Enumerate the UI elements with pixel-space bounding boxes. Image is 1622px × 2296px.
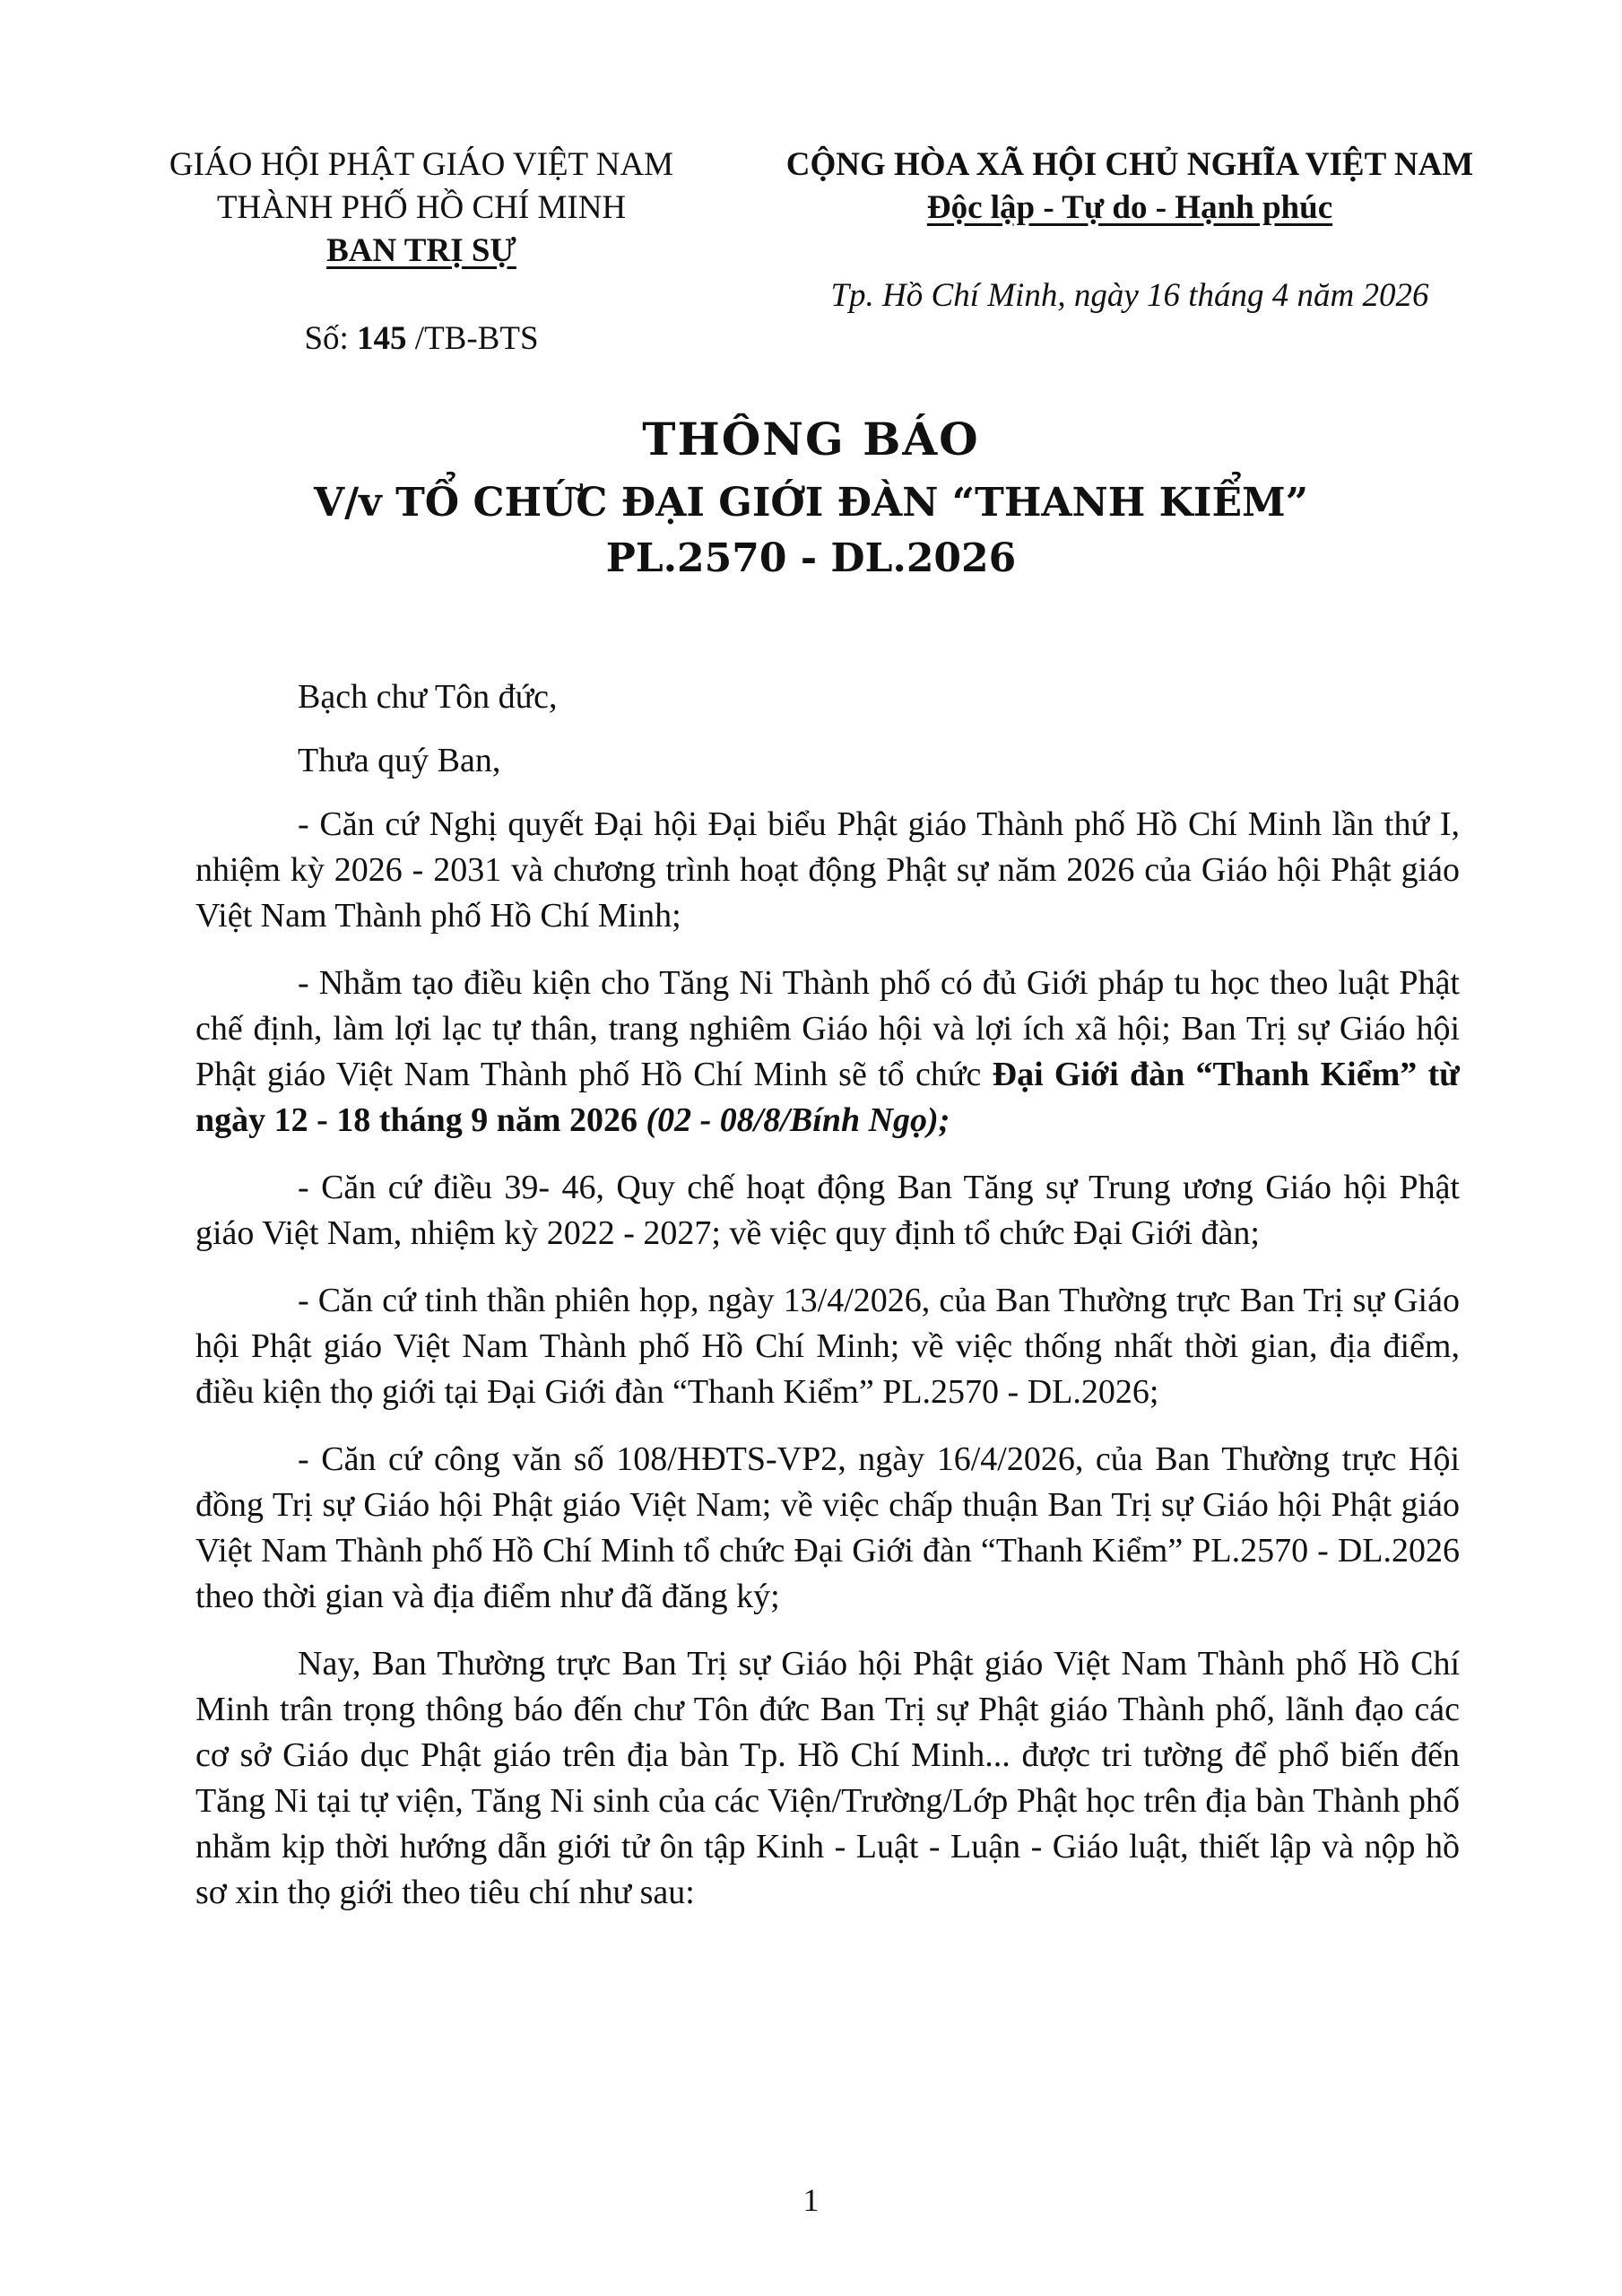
- page-number: 1: [802, 2182, 820, 2218]
- org-name-line3: BAN TRỊ SỰ: [326, 232, 516, 269]
- place-and-date: Tp. Hồ Chí Minh, ngày 16 tháng 4 năm 2026: [830, 277, 1429, 314]
- paragraph-6: Nay, Ban Thường trực Ban Trị sự Giáo hội Phật giáo Việt Nam Thành phố Hồ Chí Minh trân trọng thông báo đến chư Tôn đức Ban Trị sự Phật giáo Thành phố, lãnh đạo các cơ sở Giáo dục Phật giáo trên địa bàn Tp. Hồ Chí Minh... được tri tường để phổ biến đến Tăng Ni tại tự viện, Tăng Ni sinh của các Viện/Trường/Lớp Phật học trên địa bàn Thành phố nhằm kịp thời hướng dẫn giới tử ôn tập Kinh - Luật - Luận - Giáo luật, thiết lập và nộp hồ sơ xin thọ giới theo tiêu chí như sau:: [195, 1645, 1460, 1911]
- document-number: [134, 317, 708, 361]
- national-header: [762, 144, 1497, 317]
- document-title: [0, 404, 1622, 587]
- doc-number-value: 145: [357, 320, 407, 357]
- doc-number-prefix: Số:: [304, 320, 358, 357]
- title-line2: V/v TỔ CHỨC ĐẠI GIỚI ĐÀN “THANH KIỂM”: [313, 480, 1309, 526]
- org-name-line1: GIÁO HỘI PHẬT GIÁO VIỆT NAM: [169, 146, 674, 183]
- title-line3: PL.2570 - DL.2026: [605, 535, 1017, 581]
- title-line1: THÔNG BÁO: [642, 413, 980, 465]
- salutation-2: Thưa quý Ban,: [298, 742, 501, 779]
- document-body: [195, 674, 1460, 1937]
- paragraph-2-text: - Nhằm tạo điều kiện cho Tăng Ni Thành phố có đủ Giới pháp tu học theo luật Phật chế định, làm lợi lạc tự thân, trang nghiêm Giáo hội và lợi ích xã hội; Ban Trị sự Giáo hội Phật giáo Việt Nam Thành phố Hồ Chí Minh sẽ tổ chức: [195, 964, 1460, 1093]
- paragraph-5: - Căn cứ công văn số 108/HĐTS-VP2, ngày 16/4/2026, của Ban Thường trực Hội đồng Trị sự Giáo hội Phật giáo Việt Nam; về việc chấp thuận Ban Trị sự Giáo hội Phật giáo Việt Nam Thành phố Hồ Chí Minh tổ chức Đại Giới đàn “Thanh Kiểm” PL.2570 - DL.2026 theo thời gian và địa điểm như đã đăng ký;: [195, 1440, 1460, 1615]
- org-name-line2: THÀNH PHỐ HỒ CHÍ MINH: [216, 189, 627, 226]
- paragraph-2-space: [638, 1101, 646, 1139]
- national-motto: Độc lập - Tự do - Hạnh phúc: [926, 189, 1333, 226]
- paragraph-2-bold: Đại Giới đàn “Thanh Kiểm” từ ngày 12 - 18 tháng 9 năm 2026: [195, 1056, 1460, 1139]
- paragraph-2: [195, 961, 1460, 1144]
- nation-name: CỘNG HÒA XÃ HỘI CHỦ NGHĨA VIỆT NAM: [785, 146, 1474, 183]
- paragraph-3: - Căn cứ điều 39- 46, Quy chế hoạt động Ban Tăng sự Trung ương Giáo hội Phật giáo Việt Nam, nhiệm kỳ 2022 - 2027; về việc quy định tổ chức Đại Giới đàn;: [195, 1169, 1460, 1252]
- issuing-organization: [134, 144, 708, 361]
- salutation-1: Bạch chư Tôn đức,: [298, 678, 558, 716]
- doc-number-suffix: /TB-BTS: [406, 320, 539, 357]
- paragraph-2-bold-italic: (02 - 08/8/Bính Ngọ);: [646, 1101, 950, 1139]
- paragraph-1: - Căn cứ Nghị quyết Đại hội Đại biểu Phật giáo Thành phố Hồ Chí Minh lần thứ I, nhiệm kỳ 2026 - 2031 và chương trình hoạt động Phật sự năm 2026 của Giáo hội Phật giáo Việt Nam Thành phố Hồ Chí Minh;: [195, 805, 1460, 935]
- paragraph-4: - Căn cứ tinh thần phiên họp, ngày 13/4/2026, của Ban Thường trực Ban Trị sự Giáo hội Phật giáo Việt Nam Thành phố Hồ Chí Minh; về việc thống nhất thời gian, địa điểm, điều kiện thọ giới tại Đại Giới đàn “Thanh Kiểm” PL.2570 - DL.2026;: [195, 1282, 1460, 1411]
